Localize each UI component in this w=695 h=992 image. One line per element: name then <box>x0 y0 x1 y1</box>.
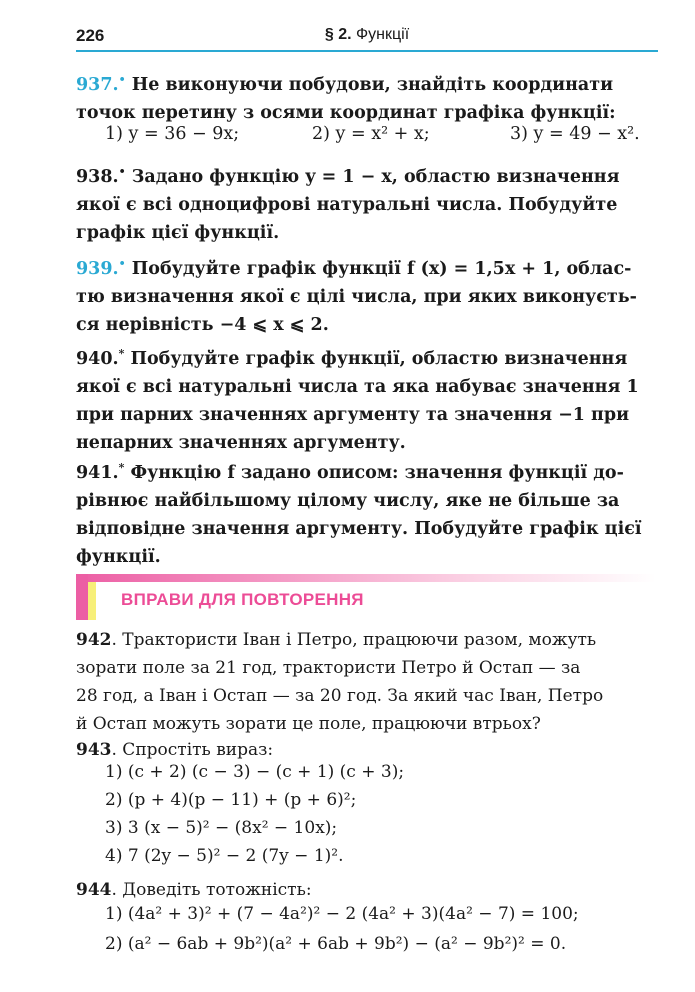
problem-text: . Доведіть тотожність: <box>111 880 312 900</box>
problem-text: Задано функцію y = 1 − x, областю визначення <box>131 167 620 187</box>
problem-938 <box>76 158 664 247</box>
problem-text: відповідне значення аргументу. Побудуйте графік цієї <box>76 519 642 539</box>
problem-text: 28 год, а Іван і Остап — за 20 год. За який час Іван, Петро <box>76 686 604 706</box>
difficulty-marker: * <box>118 347 125 360</box>
difficulty-marker: • <box>118 73 126 86</box>
problem-944 <box>76 876 666 904</box>
problem-text: . Трактористи Іван і Петро, працюючи разом, можуть <box>111 630 597 650</box>
option-2: 2) y = x² + x; <box>312 124 430 144</box>
option-3: 3) y = 49 − x². <box>510 124 640 144</box>
problem-number: 943 <box>76 740 112 760</box>
problem-number: 938. <box>76 167 119 187</box>
problem-text: . Спростіть вираз: <box>111 740 274 760</box>
problem-942 <box>76 626 666 738</box>
problem-text: якої є всі натуральні числа та яка набуває значення 1 <box>76 377 639 397</box>
problem-number: 940. <box>76 349 119 369</box>
expression-item: 2) (p + 4)(p − 11) + (p + 6)²; <box>105 790 357 810</box>
problem-number: 937. <box>76 75 119 95</box>
problem-text: Побудуйте графік функції, областю визначення <box>130 349 628 369</box>
problem-text: й Остап можуть зорати це поле, працюючи втрьох? <box>76 714 541 734</box>
problem-text: графік цієї функції. <box>76 223 280 243</box>
section-title <box>76 26 658 44</box>
difficulty-marker: • <box>118 165 126 178</box>
problem-937 <box>76 66 664 127</box>
problem-text: непарних значеннях аргументу. <box>76 433 406 453</box>
identity-item: 2) (a² − 6ab + 9b²)(a² + 6ab + 9b²) − (a² − 9b²)² = 0. <box>105 934 567 954</box>
expression-item: 3) 3 (x − 5)² − (8x² − 10x); <box>105 818 338 838</box>
problem-text: рівнює найбільшому цілому числу, яке не більше за <box>76 491 620 511</box>
problem-940 <box>76 340 664 457</box>
expression-item: 4) 7 (2y − 5)² − 2 (7y − 1)². <box>105 846 344 866</box>
problem-text: при парних значеннях аргументу та значення −1 при <box>76 405 630 425</box>
problem-text: ся нерівність −4 ⩽ x ⩽ 2. <box>76 315 329 335</box>
section-name: Функції <box>355 26 410 43</box>
problem-number: 942 <box>76 630 112 650</box>
problem-number: 939. <box>76 259 119 279</box>
problem-text: якої є всі одноцифрові натуральні числа. Побудуйте <box>76 195 618 215</box>
problem-number: 941. <box>76 463 119 483</box>
section-mark: § 2. <box>324 26 352 43</box>
identity-item: 1) (4a² + 3)² + (7 − 4a²)² − 2 (4a² + 3)(4a² − 7) = 100; <box>105 904 579 924</box>
problem-number: 944 <box>76 880 112 900</box>
problem-939 <box>76 250 664 339</box>
problem-text: Функцію f задано описом: значення функції до- <box>130 463 624 483</box>
problem-943 <box>76 736 666 764</box>
banner-accent <box>76 574 88 620</box>
option-1: 1) y = 36 − 9x; <box>105 124 240 144</box>
problem-text: зорати поле за 21 год, трактористи Петро й Остап — за <box>76 658 581 678</box>
problem-941 <box>76 454 664 571</box>
difficulty-marker: * <box>118 461 125 474</box>
difficulty-marker: • <box>118 257 126 270</box>
problem-text: функції. <box>76 547 161 567</box>
problem-text: точок перетину з осями координат графіка функції: <box>76 103 616 123</box>
page-header <box>76 20 658 54</box>
review-exercises-banner <box>76 574 656 620</box>
banner-title: ВПРАВИ ДЛЯ ПОВТОРЕННЯ <box>121 590 364 609</box>
header-rule <box>76 50 658 52</box>
problem-text: Не виконуючи побудови, знайдіть координати <box>131 75 614 95</box>
page-number: 226 <box>76 26 105 45</box>
expression-item: 1) (c + 2) (c − 3) − (c + 1) (c + 3); <box>105 762 405 782</box>
problem-text: тю визначення якої є цілі числа, при яких виконуєть- <box>76 287 637 307</box>
problem-text: Побудуйте графік функції f (x) = 1,5x + 1, облас- <box>131 259 632 279</box>
